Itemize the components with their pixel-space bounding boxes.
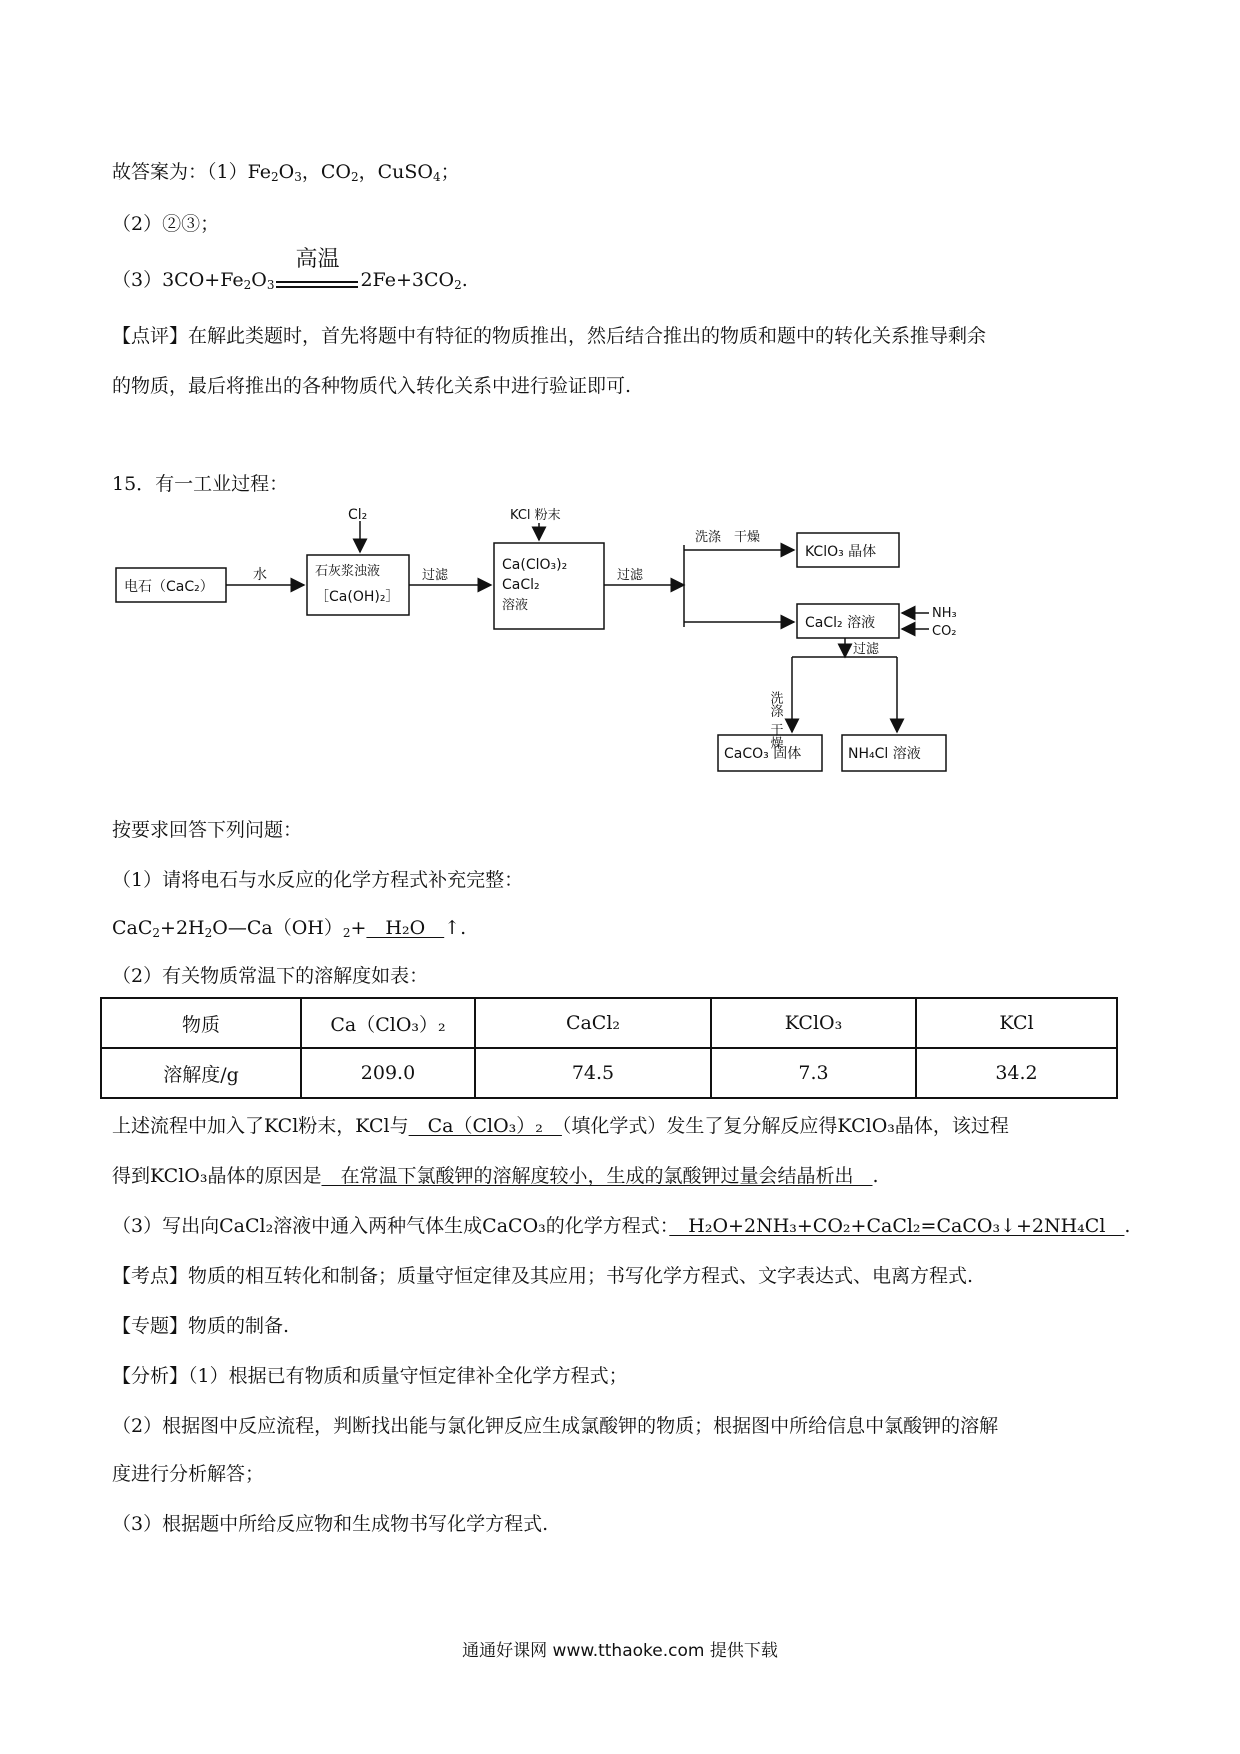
- comment-line-2: 的物质，最后将推出的各种物质代入转化关系中进行验证即可.: [112, 375, 632, 397]
- kaodian-line: 【考点】物质的相互转化和制备；质量守恒定律及其应用；书写化学方程式、文字表达式、电离方程式.: [112, 1265, 974, 1287]
- calcium-carbide-label: 电石（CaC₂）: [124, 579, 214, 595]
- table-cell: 209.0: [301, 1048, 475, 1098]
- answer-line-2: （2）②③；: [112, 213, 220, 235]
- fenxi-line-1: 【分析】（1）根据已有物质和质量守恒定律补全化学方程式；: [112, 1365, 628, 1387]
- answer-blank-2: Ca（ClO₃）₂: [408, 1115, 562, 1137]
- cacl2-solution-label: CaCl₂ 溶液: [805, 615, 876, 631]
- fenxi-line-2: （2）根据图中反应流程，判断找出能与氯化钾反应生成氯酸钾的物质；根据图中所给信息中氯酸钾的溶解: [112, 1415, 999, 1437]
- table-cell: Ca（ClO₃）₂: [301, 998, 475, 1048]
- high-temp-condition: 高温: [274, 266, 360, 294]
- part-2-prompt: （2）有关物质常温下的溶解度如表：: [112, 965, 429, 987]
- comment-line-1: 【点评】在解此类题时，首先将题中有特征的物质推出，然后结合推出的物质和题中的转化关系推导剩余: [112, 325, 987, 347]
- kclo3-crystal-label: KClO₃ 晶体: [805, 544, 877, 560]
- ammonia-label: NH₃: [932, 606, 957, 621]
- part-2-text-1: 上述流程中加入了KCl粉末，KCl与 Ca（ClO₃）₂ （填化学式）发生了复分解反应得KClO₃晶体，该过程: [112, 1115, 1009, 1137]
- table-cell: 7.3: [711, 1048, 916, 1098]
- equation-1: $CaC_2+2H_2O—Ca(OH)_2+$ H₂O ↑.: [112, 917, 467, 940]
- table-cell: 物质: [101, 998, 301, 1048]
- filter-label-2: 过滤: [617, 568, 644, 583]
- lime-slurry-label: 石灰浆浊液: [315, 564, 381, 579]
- answer-line-3: $(3)3CO+Fe_2O_3$ 高温 $2Fe+3CO_2$.: [112, 247, 468, 292]
- table-row: [101, 1048, 1117, 1098]
- part-1-prompt: （1）请将电石与水反应的化学方程式补充完整：: [112, 869, 524, 891]
- zhuanti-line: 【专题】物质的制备.: [112, 1315, 290, 1337]
- solution-component-2: CaCl₂: [502, 577, 540, 593]
- water-label: 水: [253, 567, 267, 583]
- nh4cl-solution-label: NH₄Cl 溶液: [848, 746, 921, 762]
- carbon-dioxide-label: CO₂: [932, 624, 957, 639]
- question-15-title: 15．有一工业过程：: [112, 473, 289, 495]
- table-cell: KClO₃: [711, 998, 916, 1048]
- fenxi-line-4: （3）根据题中所给反应物和生成物书写化学方程式.: [112, 1513, 549, 1535]
- wash-dry-label: 洗涤 干燥: [695, 530, 761, 545]
- kcl-powder-label: KCl 粉末: [510, 508, 561, 523]
- instructions: 按要求回答下列问题：: [112, 819, 303, 841]
- wash-label: 洗涤: [767, 691, 783, 717]
- answer-blank-4: H₂O+2NH₃+CO₂+CaCl₂=CaCO₃↓+2NH₄Cl: [669, 1215, 1125, 1237]
- table-cell: 溶解度/g: [101, 1048, 301, 1098]
- page-footer: 通通好课网 www.tthaoke.com 提供下载: [462, 1641, 778, 1661]
- caco3-solid-label: CaCO₃ 固体: [724, 746, 802, 762]
- filter-label-3: 过滤: [853, 642, 880, 657]
- answer-blank-1: H₂O: [366, 917, 445, 939]
- solubility-table: [100, 997, 1118, 1099]
- dry-label: 干燥: [767, 723, 783, 749]
- part-2-text-2: 得到KClO₃晶体的原因是 在常温下氯酸钾的溶解度较小，生成的氯酸钾过量会结晶析出 .: [112, 1165, 879, 1187]
- table-cell: CaCl₂: [475, 998, 711, 1048]
- solution-component-1: Ca(ClO₃)₂: [502, 557, 568, 573]
- answer-line-1: 故答案为：$(1)Fe_2O_3$，$CO_2$，CuSO$_4$；: [112, 161, 460, 184]
- part-3-text: （3）写出向CaCl₂溶液中通入两种气体生成CaCO₃的化学方程式： H₂O+2NH₃+CO₂+CaCl₂=CaCO₃↓+2NH₄Cl .: [112, 1215, 1131, 1237]
- filter-label-1: 过滤: [422, 568, 449, 583]
- table-cell: KCl: [916, 998, 1117, 1048]
- answer-blank-3: 在常温下氯酸钾的溶解度较小，生成的氯酸钾过量会结晶析出: [321, 1165, 873, 1187]
- fenxi-line-3: 度进行分析解答；: [112, 1463, 265, 1485]
- process-flow-diagram: [112, 505, 972, 795]
- chlorine-label: Cl₂: [348, 507, 368, 523]
- table-cell: 74.5: [475, 1048, 711, 1098]
- solution-label: 溶液: [502, 598, 529, 613]
- table-row: [101, 998, 1117, 1048]
- table-cell: 34.2: [916, 1048, 1117, 1098]
- calcium-hydroxide-label: ［Ca(OH)₂］: [315, 589, 400, 605]
